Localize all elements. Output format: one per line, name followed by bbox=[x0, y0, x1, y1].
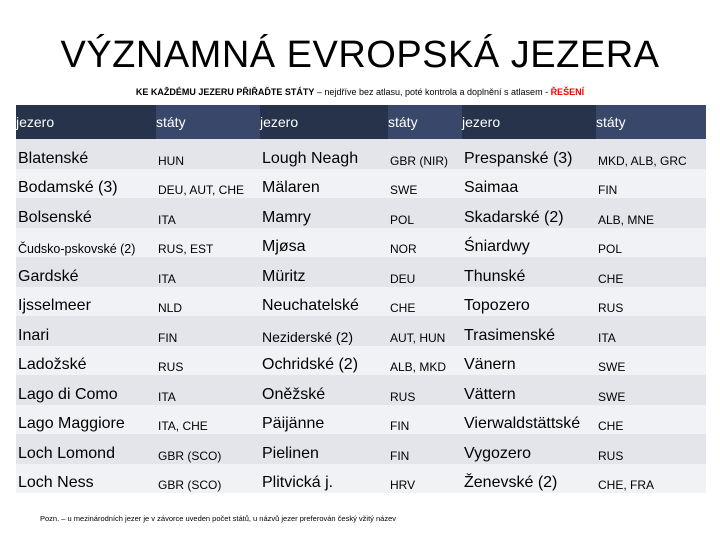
lake-states: RUS bbox=[388, 375, 462, 405]
header-row bbox=[16, 105, 706, 139]
lake-states: CHE bbox=[388, 287, 462, 317]
lake-name: Thunské bbox=[462, 257, 596, 287]
lake-name: Päijänne bbox=[260, 405, 388, 435]
table-row bbox=[16, 375, 706, 405]
lake-name: Śniardwy bbox=[462, 228, 596, 258]
lake-name: Prespanské (3) bbox=[462, 139, 596, 169]
lake-states: FIN bbox=[596, 169, 706, 199]
lake-states: ALB, MNE bbox=[596, 198, 706, 228]
lake-name: Blatenské bbox=[16, 139, 156, 169]
lake-name: Topozero bbox=[462, 287, 596, 317]
lake-name: Plitvická j. bbox=[260, 464, 388, 494]
lake-name: Čudsko-pskovské (2) bbox=[16, 228, 156, 258]
lake-states: ITA, CHE bbox=[156, 405, 260, 435]
lake-name: Trasimenské bbox=[462, 316, 596, 346]
table-row bbox=[16, 257, 706, 287]
lake-name: Mälaren bbox=[260, 169, 388, 199]
lake-name: Skadarské (2) bbox=[462, 198, 596, 228]
lake-states: RUS bbox=[156, 346, 260, 376]
lake-states: MKD, ALB, GRC bbox=[596, 139, 706, 169]
header-lake-3: jezero bbox=[462, 105, 596, 139]
lake-states: POL bbox=[596, 228, 706, 258]
table-row bbox=[16, 346, 706, 376]
header-states-1: státy bbox=[156, 105, 260, 139]
lake-states: SWE bbox=[596, 346, 706, 376]
lake-states: RUS bbox=[596, 434, 706, 464]
lake-states: ITA bbox=[156, 257, 260, 287]
header-lake-2: jezero bbox=[260, 105, 388, 139]
lake-states: CHE, FRA bbox=[596, 464, 706, 494]
table-row bbox=[16, 169, 706, 199]
lake-states: GBR (SCO) bbox=[156, 434, 260, 464]
lake-states: ITA bbox=[596, 316, 706, 346]
lake-name: Mamry bbox=[260, 198, 388, 228]
lake-name: Inari bbox=[16, 316, 156, 346]
lake-states: ALB, MKD bbox=[388, 346, 462, 376]
lake-states: ITA bbox=[156, 198, 260, 228]
lake-name: Ijsselmeer bbox=[16, 287, 156, 317]
lake-states: AUT, HUN bbox=[388, 316, 462, 346]
lake-name: Vygozero bbox=[462, 434, 596, 464]
subtitle-rest: – nejdříve bez atlasu, poté kontrola a doplnění s atlasem - bbox=[314, 87, 551, 97]
header-states-2: státy bbox=[388, 105, 462, 139]
lake-name: Neuchatelské bbox=[260, 287, 388, 317]
lake-name: Ženevské (2) bbox=[462, 464, 596, 494]
lake-states: FIN bbox=[156, 316, 260, 346]
lake-name: Neziderské (2) bbox=[260, 316, 388, 346]
footnote: Pozn. – u mezinárodních jezer je v závorce uveden počet států, u názvů jezer preferován český vžitý název bbox=[40, 514, 397, 523]
lake-states: SWE bbox=[388, 169, 462, 199]
lake-name: Vättern bbox=[462, 375, 596, 405]
lake-name: Lago Maggiore bbox=[16, 405, 156, 435]
header-states-3: státy bbox=[596, 105, 706, 139]
lake-states: GBR (NIR) bbox=[388, 139, 462, 169]
subtitle-instruction: KE KAŽDÉMU JEZERU PŘIŘAĎTE STÁTY bbox=[135, 87, 315, 97]
lake-name: Pielinen bbox=[260, 434, 388, 464]
lake-name: Ladožské bbox=[16, 346, 156, 376]
table-row bbox=[16, 434, 706, 464]
lake-states: CHE bbox=[596, 405, 706, 435]
subtitle bbox=[0, 87, 720, 97]
lake-name: Bolsenské bbox=[16, 198, 156, 228]
lake-states: NOR bbox=[388, 228, 462, 258]
table-row bbox=[16, 316, 706, 346]
header-lake-1: jezero bbox=[16, 105, 156, 139]
table-row bbox=[16, 139, 706, 169]
lake-name: Mjøsa bbox=[260, 228, 388, 258]
lake-name: Loch Ness bbox=[16, 464, 156, 494]
lake-name: Loch Lomond bbox=[16, 434, 156, 464]
page-title: VÝZNAMNÁ EVROPSKÁ JEZERA bbox=[60, 34, 660, 76]
lake-states: POL bbox=[388, 198, 462, 228]
lake-name: Vierwaldstättské bbox=[462, 405, 596, 435]
lake-states: FIN bbox=[388, 434, 462, 464]
solution-label: ŘEŠENÍ bbox=[550, 87, 585, 97]
table-row bbox=[16, 228, 706, 258]
lake-states: HUN bbox=[156, 139, 260, 169]
lake-states: ITA bbox=[156, 375, 260, 405]
lake-name: Lago di Como bbox=[16, 375, 156, 405]
lake-states: HRV bbox=[388, 464, 462, 494]
lake-name: Oněžské bbox=[260, 375, 388, 405]
lake-states: SWE bbox=[596, 375, 706, 405]
lake-states: DEU, AUT, CHE bbox=[156, 169, 260, 199]
lake-name: Bodamské (3) bbox=[16, 169, 156, 199]
lake-name: Gardské bbox=[16, 257, 156, 287]
lake-states: RUS bbox=[596, 287, 706, 317]
lake-states: RUS, EST bbox=[156, 228, 260, 258]
table-row bbox=[16, 287, 706, 317]
lake-name: Saimaa bbox=[462, 169, 596, 199]
table-row bbox=[16, 198, 706, 228]
lake-states: GBR (SCO) bbox=[156, 464, 260, 494]
table-row bbox=[16, 405, 706, 435]
lake-name: Lough Neagh bbox=[260, 139, 388, 169]
lake-name: Müritz bbox=[260, 257, 388, 287]
lake-name: Ochridské (2) bbox=[260, 346, 388, 376]
lake-states: DEU bbox=[388, 257, 462, 287]
lake-states: CHE bbox=[596, 257, 706, 287]
lake-states: FIN bbox=[388, 405, 462, 435]
lakes-table bbox=[16, 105, 706, 493]
table-body bbox=[16, 139, 706, 493]
lake-name: Vänern bbox=[462, 346, 596, 376]
table-row bbox=[16, 464, 706, 494]
lake-states: NLD bbox=[156, 287, 260, 317]
